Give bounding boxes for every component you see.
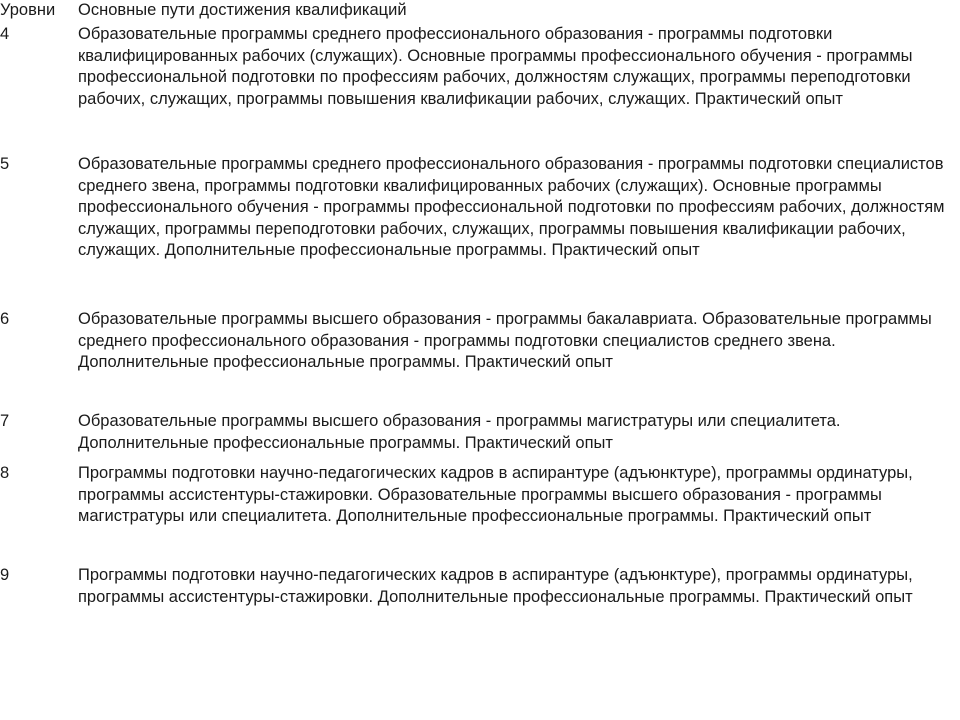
table-row [0,463,958,565]
level-paths-text: Образовательные программы среднего профессионального образования - программы подготовки квалифицированных рабочих (служащих). Основные программы профессионального обучения - программы профессиональной подготовки по профессиям рабочих, должностям служащих, программы переподготовки рабочих, служащих, программы повышения квалификации рабочих, служащих. Практический опыт [78,25,913,108]
level-number: 5 [0,155,10,173]
level-paths-text: Образовательные программы высшего образования - программы магистратуры или специалитета. Дополнительные профессиональные программы. Практический опыт [78,412,841,452]
table-row [0,24,958,154]
level-paths-text: Образовательные программы высшего образования - программы бакалавриата. Образовательные программы среднего профессионального образования - программы подготовки специалистов среднего звена. Дополнительные профессиональные программы. Практический опыт [78,310,932,371]
level-number: 9 [0,566,10,584]
table-row [0,565,958,645]
level-number: 4 [0,25,10,43]
table-row [0,309,958,411]
level-number: 7 [0,412,10,430]
table-row [0,411,958,463]
table-header-row [0,0,958,24]
level-paths-text: Образовательные программы среднего профессионального образования - программы подготовки специалистов среднего звена, программы подготовки квалифицированных рабочих (служащих). Основные программы профессионального обучения - программы профессиональной подготовки по профессиям рабочих, должностям служащих, программы переподготовки рабочих, служащих, программы повышения квалификации рабочих, служащих. Дополнительные профессиональные программы. Практический опыт [78,155,945,259]
level-paths-text: Программы подготовки научно-педагогических кадров в аспирантуре (адъюнктуре), программы ординатуры, программы ассистентуры-стажировки. Дополнительные профессиональные программы. Практический опыт [78,566,913,606]
table-row [0,154,958,309]
header-levels: Уровни [0,1,56,19]
level-number: 6 [0,310,10,328]
level-paths-text: Программы подготовки научно-педагогических кадров в аспирантуре (адъюнктуре), программы ординатуры, программы ассистентуры-стажировки. Образовательные программы высшего образования - программы магистратуры или специалитета. Дополнительные профессиональные программы. Практический опыт [78,464,913,525]
level-number: 8 [0,464,10,482]
header-paths: Основные пути достижения квалификаций [78,1,407,19]
